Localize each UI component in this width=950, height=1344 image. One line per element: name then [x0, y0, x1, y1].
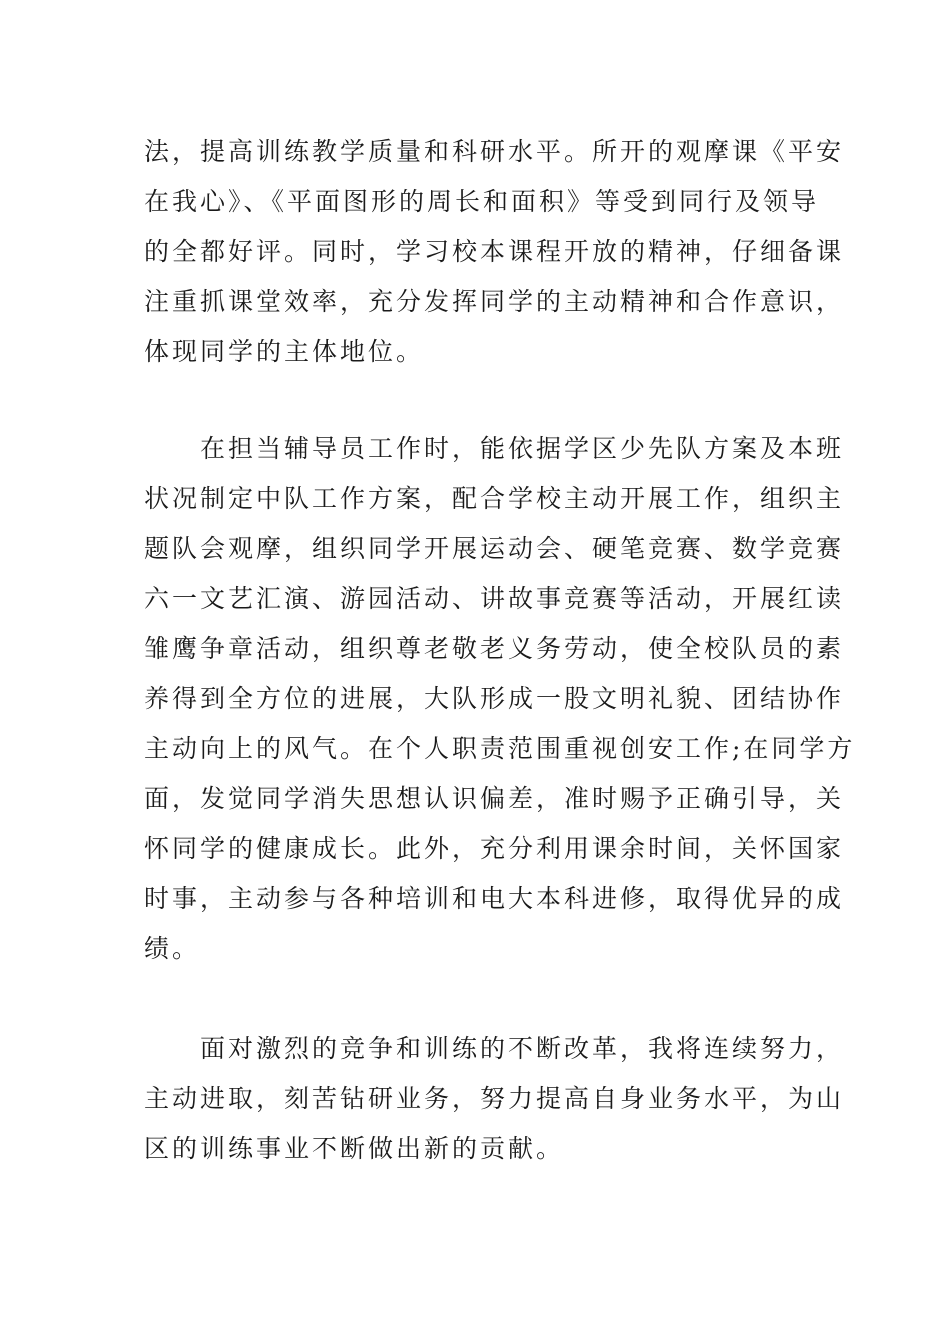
- paragraph-line: 在我心》、《平面图形的周长和面积》等受到同行及领导: [144, 187, 820, 216]
- paragraph-line: 养得到全方位的进展，大队形成一股文明礼貌、团结协作: [144, 684, 845, 713]
- paragraph-line: 面对激烈的竞争和训练的不断改革，我将连续努力，: [200, 1034, 845, 1063]
- paragraph-line: 面，发觉同学消失思想认识偏差，准时赐予正确引导，关: [144, 784, 845, 813]
- paragraph-line: 区的训练事业不断做出新的贡献。: [144, 1134, 565, 1163]
- paragraph-line: 的全都好评。同时，学习校本课程开放的精神，仔细备课: [144, 237, 845, 266]
- paragraph-line: 主动向上的风气。在个人职责范围重视创安工作;在同学方: [144, 734, 856, 763]
- paragraph-line: 法，提高训练教学质量和科研水平。所开的观摩课《平安: [144, 137, 845, 166]
- paragraph-line: 雏鹰争章活动，组织尊老敬老义务劳动，使全校队员的素: [144, 634, 845, 663]
- paragraph-line: 时事，主动参与各种培训和电大本科进修，取得优异的成: [144, 884, 845, 913]
- paragraph-line: 状况制定中队工作方案，配合学校主动开展工作，组织主: [144, 484, 845, 513]
- paragraph-line: 六一文艺汇演、游园活动、讲故事竞赛等活动，开展红读: [144, 584, 845, 613]
- paragraph-line: 注重抓课堂效率，充分发挥同学的主动精神和合作意识，: [144, 287, 845, 316]
- paragraph-line: 在担当辅导员工作时，能依据学区少先队方案及本班: [200, 434, 845, 463]
- paragraph-line: 绩。: [144, 934, 201, 963]
- paragraph-line: 体现同学的主体地位。: [144, 337, 425, 366]
- paragraph-line: 主动进取，刻苦钻研业务，努力提高自身业务水平，为山: [144, 1084, 845, 1113]
- paragraph-line: 怀同学的健康成长。此外，充分利用课余时间，关怀国家: [144, 834, 845, 863]
- paragraph-line: 题队会观摩，组织同学开展运动会、硬笔竞赛、数学竞赛: [144, 534, 845, 563]
